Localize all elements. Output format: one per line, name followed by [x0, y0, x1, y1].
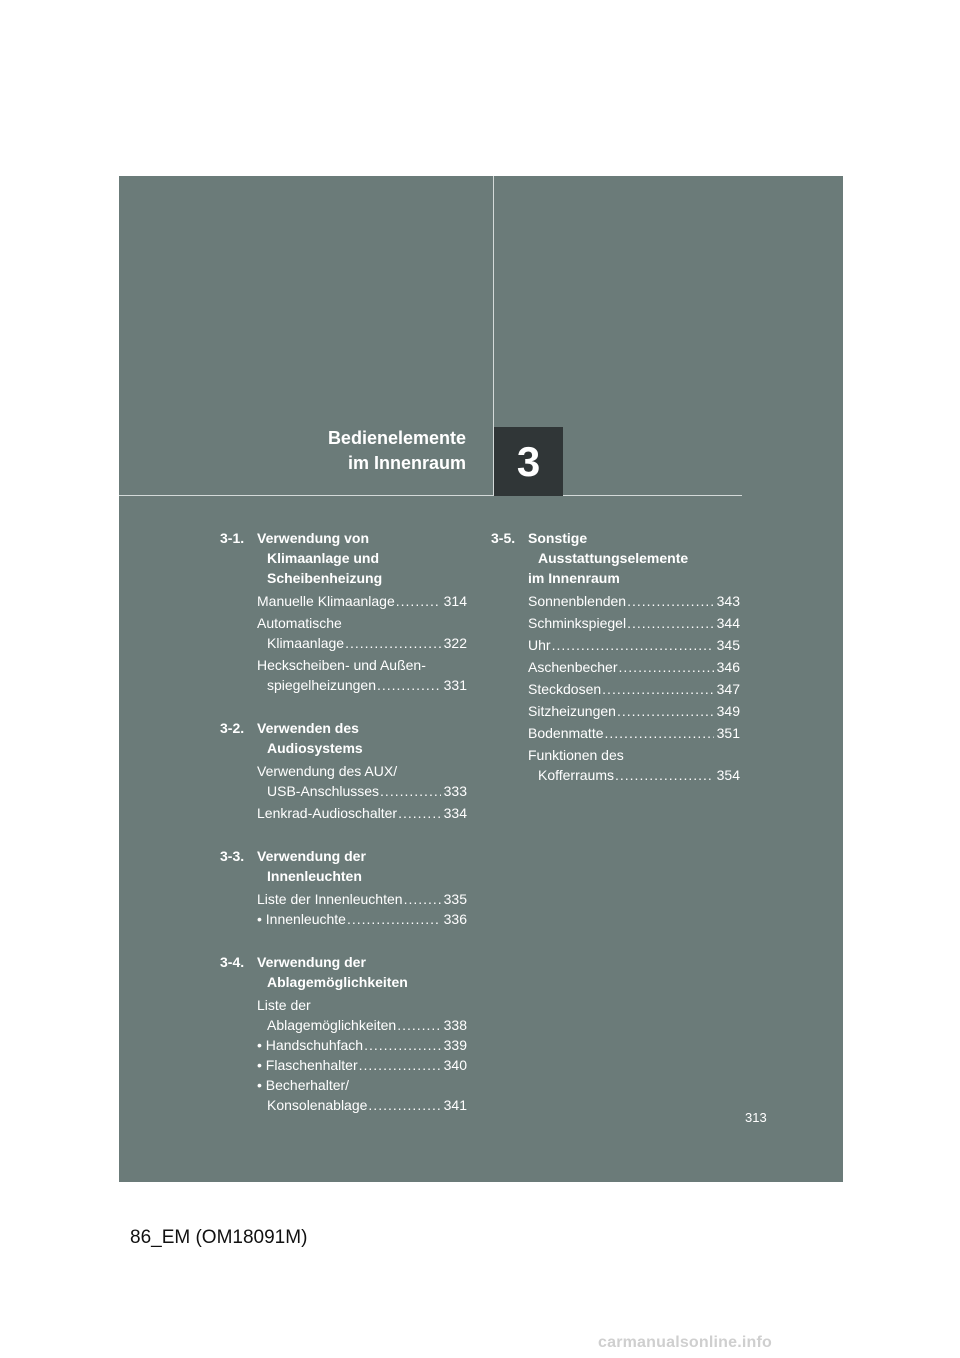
toc-entry[interactable] — [528, 657, 740, 677]
leader-dots — [627, 591, 714, 611]
entry-page-number: 339 — [443, 1037, 467, 1053]
document-code: 86_EM (OM18091M) — [130, 1227, 308, 1248]
chapter-title-line2: im Innenraum — [347, 453, 466, 473]
toc-entry[interactable] — [257, 909, 467, 929]
leader-dots — [368, 1095, 440, 1115]
section-title-line: Verwenden des — [257, 720, 359, 736]
toc-section-3-4 — [220, 952, 467, 1115]
section-title-line: Sonstige — [528, 530, 588, 546]
toc-section-3-2 — [220, 718, 467, 823]
toc-left-column — [220, 528, 467, 1138]
toc-entry[interactable] — [257, 591, 467, 611]
entry-label: spiegelheizungen — [267, 677, 376, 693]
entry-page-number: 347 — [716, 681, 740, 697]
entry-page-number: 343 — [716, 593, 740, 609]
chapter-title-line1: Bedienelemente — [327, 428, 466, 448]
leader-dots — [552, 635, 714, 655]
entry-label: Ablagemöglichkeiten — [267, 1017, 397, 1033]
chapter-number-box: 3 — [494, 427, 563, 496]
leader-dots — [619, 657, 714, 677]
entry-label: Liste der — [257, 997, 311, 1013]
section-title-line: Verwendung von — [257, 530, 370, 546]
section-heading[interactable] — [220, 528, 467, 588]
entry-page-number: 340 — [443, 1057, 467, 1073]
entry-label: Konsolenablage — [267, 1097, 368, 1113]
entry-label: Sonnenblenden — [528, 593, 627, 609]
entry-page-number: 354 — [716, 767, 740, 783]
entry-page-number: 336 — [443, 911, 467, 927]
horizontal-divider — [119, 495, 742, 496]
leader-dots — [404, 889, 441, 909]
entry-page-number: 346 — [716, 659, 740, 675]
entry-label: Uhr — [528, 637, 551, 653]
section-number: 3-5. — [491, 530, 516, 546]
leader-dots — [380, 781, 441, 801]
entry-page-number: 333 — [443, 783, 467, 799]
toc-entry[interactable] — [257, 995, 467, 1035]
leader-dots — [398, 803, 441, 823]
toc-entry[interactable] — [257, 655, 467, 695]
leader-dots — [605, 723, 714, 743]
entry-page-number: 345 — [716, 637, 740, 653]
entry-label: • Handschuhfach — [257, 1037, 364, 1053]
entry-page-number: 331 — [443, 677, 467, 693]
entry-page-number: 341 — [443, 1097, 467, 1113]
page-number: 313 — [745, 1110, 767, 1125]
section-heading[interactable] — [220, 952, 467, 992]
entry-page-number: 338 — [443, 1017, 467, 1033]
toc-entry[interactable] — [528, 745, 740, 785]
entry-label: Heckscheiben- und Außen- — [257, 657, 426, 673]
leader-dots — [345, 633, 441, 653]
entry-label: Automatische — [257, 615, 342, 631]
toc-entry[interactable] — [528, 723, 740, 743]
leader-dots — [359, 1055, 441, 1075]
entry-label: Bodenmatte — [528, 725, 604, 741]
entry-label: Manuelle Klimaanlage — [257, 593, 395, 609]
entry-label: • Flaschenhalter — [257, 1057, 358, 1073]
entry-label: Liste der Innenleuchten — [257, 891, 403, 907]
entry-label: USB-Anschlusses — [267, 783, 380, 799]
entry-label: Steckdosen — [528, 681, 602, 697]
section-heading[interactable] — [491, 528, 740, 588]
section-title-line: Audiosystems — [267, 740, 363, 756]
chapter-title — [206, 426, 466, 476]
section-number: 3-3. — [220, 848, 245, 864]
section-title-line: Scheibenheizung — [267, 570, 383, 586]
section-number: 3-1. — [220, 530, 245, 546]
toc-section-3-1 — [220, 528, 467, 695]
section-title-line: Innenleuchten — [267, 868, 362, 884]
section-title-line: Klimaanlage und — [267, 550, 380, 566]
entry-label: Verwendung des AUX/ — [257, 763, 398, 779]
toc-entry[interactable] — [257, 889, 467, 909]
entry-page-number: 351 — [716, 725, 740, 741]
entry-page-number: 322 — [443, 635, 467, 651]
entry-page-number: 314 — [443, 593, 467, 609]
entry-page-number: 335 — [443, 891, 467, 907]
watermark: carmanualsonline.info — [598, 1334, 773, 1351]
toc-section-3-5 — [491, 528, 740, 785]
toc-entry[interactable] — [528, 679, 740, 699]
entry-label: Sitzheizungen — [528, 703, 616, 719]
entry-label: Kofferraums — [538, 767, 614, 783]
section-title-line: Ausstattungselemente — [538, 550, 689, 566]
toc-right-column — [491, 528, 740, 808]
toc-entry[interactable] — [257, 1075, 467, 1115]
leader-dots — [615, 765, 714, 785]
leader-dots — [617, 701, 714, 721]
section-title-line: Ablagemöglichkeiten — [267, 974, 408, 990]
toc-entry[interactable] — [528, 701, 740, 721]
toc-entry[interactable] — [257, 613, 467, 653]
section-title-line: im Innenraum — [528, 570, 620, 586]
leader-dots — [627, 613, 714, 633]
section-number: 3-4. — [220, 954, 245, 970]
leader-dots — [602, 679, 713, 699]
toc-entry[interactable] — [257, 803, 467, 823]
entry-label: Klimaanlage — [267, 635, 345, 651]
toc-entry[interactable] — [257, 1035, 467, 1055]
entry-label: • Becherhalter/ — [257, 1077, 350, 1093]
toc-entry[interactable] — [528, 635, 740, 655]
section-title-line: Verwendung der — [257, 848, 366, 864]
entry-label: Lenkrad-Audioschalter — [257, 805, 398, 821]
toc-section-3-3 — [220, 846, 467, 929]
entry-label: • Innenleuchte — [257, 911, 346, 927]
section-heading[interactable] — [220, 846, 467, 886]
entry-label: Funktionen des — [528, 747, 624, 763]
leader-dots — [377, 675, 441, 695]
leader-dots — [397, 1015, 440, 1035]
toc-entry[interactable] — [528, 613, 740, 633]
toc-entry[interactable] — [257, 1055, 467, 1075]
leader-dots — [347, 909, 441, 929]
entry-label: Schminkspiegel — [528, 615, 627, 631]
entry-page-number: 344 — [716, 615, 740, 631]
section-title-line: Verwendung der — [257, 954, 366, 970]
section-number: 3-2. — [220, 720, 245, 736]
section-heading[interactable] — [220, 718, 467, 758]
entry-page-number: 349 — [716, 703, 740, 719]
toc-entry[interactable] — [257, 761, 467, 801]
toc-entry[interactable] — [528, 591, 740, 611]
leader-dots — [396, 591, 441, 611]
entry-label: Aschenbecher — [528, 659, 618, 675]
leader-dots — [364, 1035, 441, 1055]
entry-page-number: 334 — [443, 805, 467, 821]
